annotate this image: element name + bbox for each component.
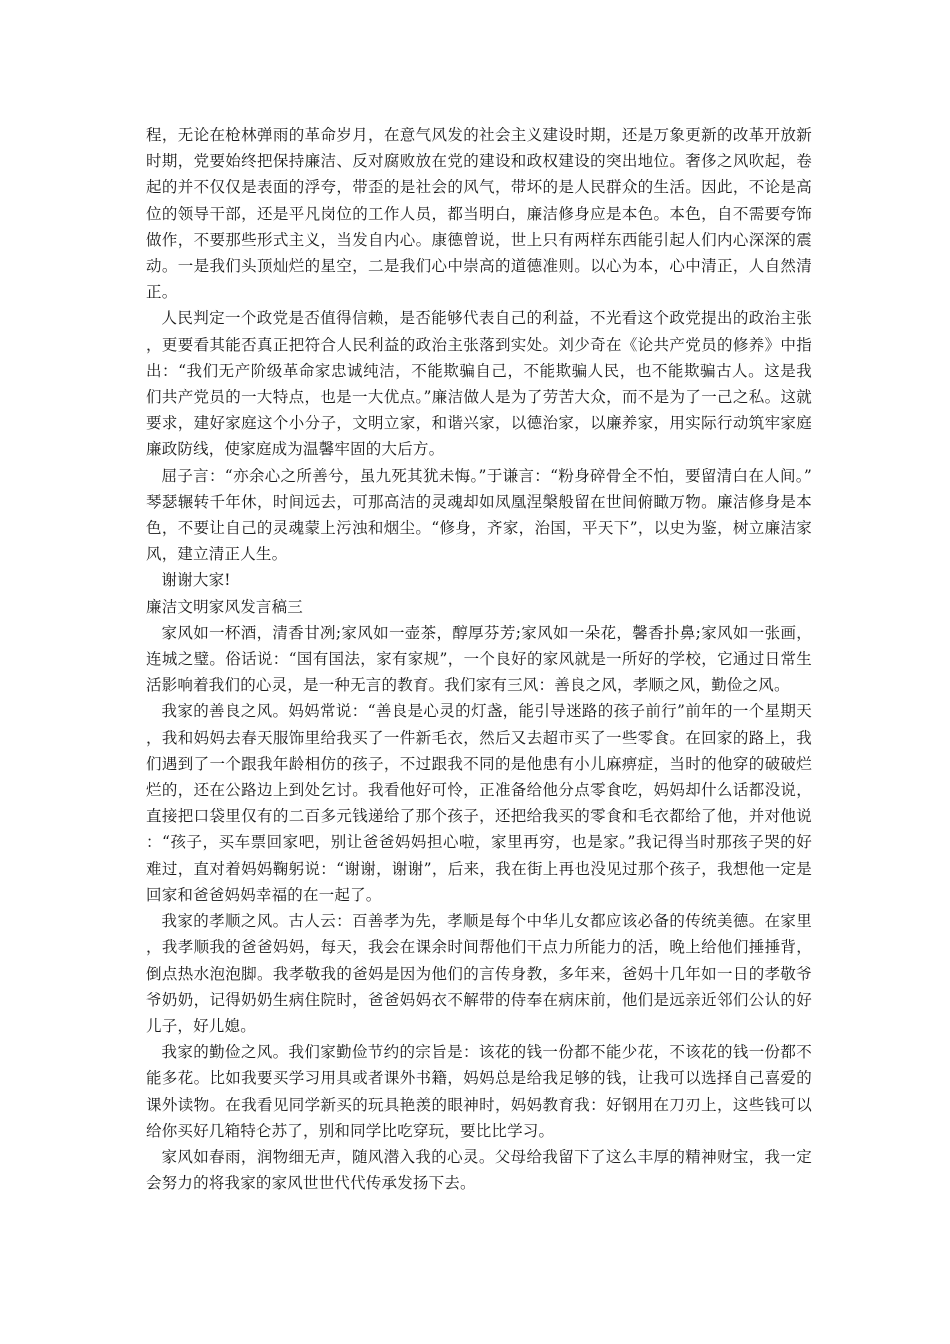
paragraph-thrift: 我家的勤俭之风。我们家勤俭节约的宗旨是：该花的钱一份都不能少花，不该花的钱一份都不能多花。比如我要买学习用具或者课外书籍，妈妈总是给我足够的钱，让我可以选择自己喜爱的课外读物。在我看见同学新买的玩具艳羡的眼神时，妈妈教育我：好钢用在刀刃上，这些钱可以给你买好几箱特仑苏了，别和同学比吃穿玩，要比比学习。 [146, 1043, 812, 1140]
paragraph-thanks: 谢谢大家! [161, 571, 231, 590]
paragraph-kindness: 我家的善良之风。妈妈常说：“善良是心灵的灯盏，能引导迷路的孩子前行”前年的一个星期天，我和妈妈去春天服饰里给我买了一件新毛衣，然后又去超市买了一些零食。在回家的路上，我们遇到了一个跟我年龄相仿的孩子，不过跟我不同的是他患有小儿麻痹症，当时的他穿的破破烂烂的，还在公路边上到处乞讨。我看他好可怜，正准备给他分点零食吃，妈妈却什么话都没说，直接把口袋里仅有的二百多元钱递给了那个孩子，还把给我买的零食和毛衣都给了他，并对他说：“孩子，买车票回家吧，别让爸爸妈妈担心啦，家里再穷，也是家。”我记得当时那孩子哭的好难过，直对着妈妈鞠躬说：“谢谢，谢谢”，后来，我在街上再也没见过那个孩子，我想他一定是回家和爸爸妈妈幸福的在一起了。 [146, 702, 812, 904]
paragraph-family-style-intro: 家风如一杯酒，清香甘冽;家风如一壶茶，醇厚芬芳;家风如一朵花，馨香扑鼻;家风如一张画，连城之璧。俗话说：“国有国法，家有家规”，一个良好的家风就是一所好的学校，它通过日常生活影响着我们的心灵，是一种无言的教育。我们家有三风：善良之风，孝顺之风，勤俭之风。 [146, 623, 812, 695]
paragraph-continuation: 程，无论在枪林弹雨的革命岁月，在意气风发的社会主义建设时期，还是万象更新的改革开放新时期，党要始终把保持廉洁、反对腐败放在党的建设和政权建设的突出地位。奢侈之风吹起，卷起的并不仅仅是表面的浮夸，带歪的是社会的风气，带坏的是人民群众的生活。因此，不论是高位的领导干部，还是平凡岗位的工作人员，都当明白，廉洁修身应是本色。本色，自不需要夸饰做作，不要那些形式主义，当发自内心。康德曾说，世上只有两样东西能引起人们内心深深的震动。一是我们头顶灿烂的星空，二是我们心中崇高的道德准则。以心为本，心中清正，人自然清正。 [146, 126, 812, 302]
paragraph-party-trust: 人民判定一个政党是否值得信赖，是否能够代表自己的利益，不光看这个政党提出的政治主张，更要看其能否真正把符合人民利益的政治主张落到实处。刘少奇在《论共产党员的修养》中指出：“我们无产阶级革命家忠诚纯洁，不能欺骗自己，不能欺骗人民，也不能欺骗古人。这是我们共产党员的一大特点，也是一大优点。”廉洁做人是为了劳苦大众，而不是为了一己之私。这就要求，建好家庭这个小分子，文明立家，和谐兴家，以德治家，以廉养家，用实际行动筑牢家庭廉政防线，使家庭成为温馨牢固的大后方。 [146, 309, 812, 459]
paragraph-conclusion: 家风如春雨，润物细无声，随风潜入我的心灵。父母给我留下了这么丰厚的精神财宝，我一定会努力的将我家的家风世世代代传承发扬下去。 [146, 1147, 812, 1193]
paragraph-filial-piety: 我家的孝顺之风。古人云：百善孝为先，孝顺是每个中华儿女都应该必备的传统美德。在家里，我孝顺我的爸爸妈妈，每天，我会在课余时间帮他们干点力所能力的活，晚上给他们捶捶背，倒点热水泡泡脚。我孝敬我的爸妈是因为他们的言传身教，多年来，爸妈十几年如一日的孝敬爷爷奶奶，记得奶奶生病住院时，爸爸妈妈衣不解带的侍奉在病床前，他们是远亲近邻们公认的好儿子，好儿媳。 [146, 912, 812, 1035]
section-heading: 廉洁文明家风发言稿三 [146, 597, 304, 616]
paragraph-quotes: 屈子言：“亦余心之所善兮，虽九死其犹未悔。”于谦言：“粉身碎骨全不怕，要留清白在人间。”琴瑟辗转千年休，时间远去，可那高洁的灵魂却如凤凰涅槃般留在世间俯瞰万物。廉洁修身是本色，不要让自己的灵魂蒙上污浊和烟尘。“修身，齐家，治国，平天下”，以史为鉴，树立廉洁家风，建立清正人生。 [146, 466, 812, 564]
document-body [146, 122, 812, 1196]
